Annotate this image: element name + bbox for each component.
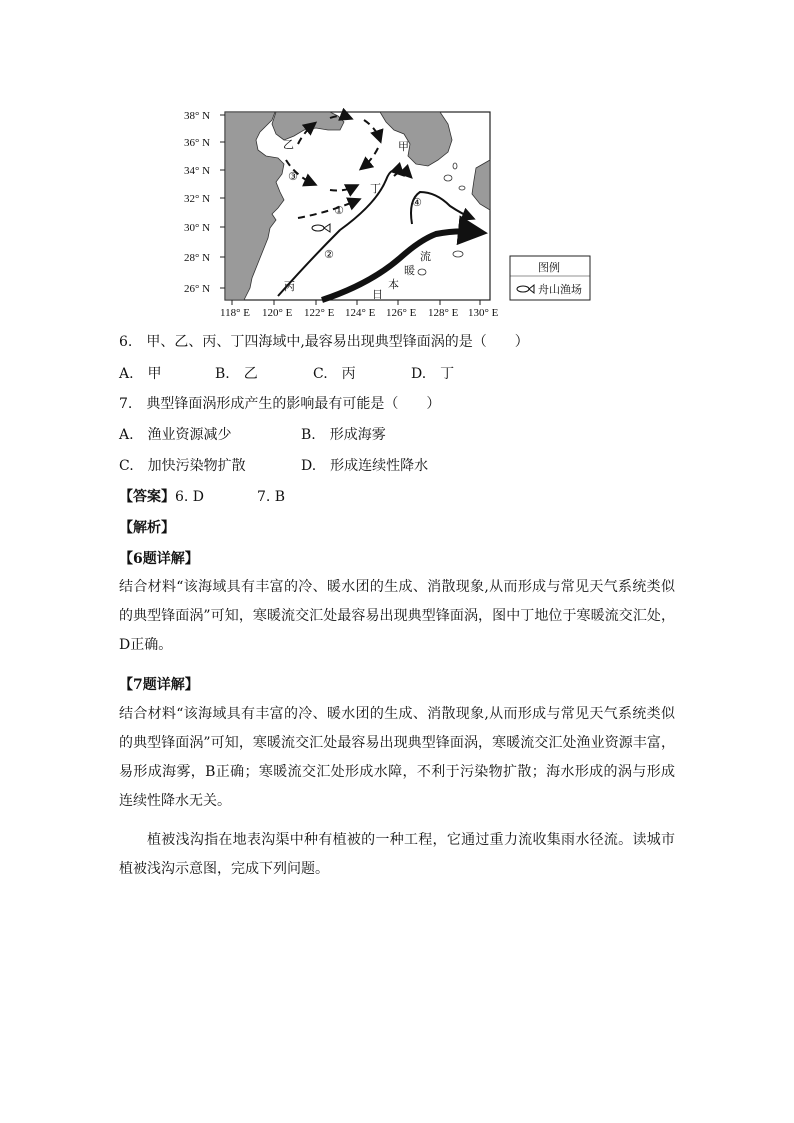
area-label-jia: 甲 (398, 140, 409, 153)
warm-current-char: 日 (372, 288, 383, 301)
detail-7-title: 【7题详解】 (119, 677, 199, 693)
question-7-options-row1 (119, 425, 386, 445)
detail-6-title: 【6题详解】 (119, 551, 199, 567)
q7-option-c: C. 加快污染物扩散 (119, 458, 246, 474)
area-label-bing: 丙 (284, 280, 295, 293)
current-marker-1: ① (334, 204, 344, 217)
current-marker-2: ② (324, 248, 334, 261)
lon-label: 130° E (468, 307, 499, 319)
q6-option-a: A. 甲 (119, 366, 162, 382)
ocean-current-map (180, 100, 600, 322)
next-section-intro: 植被浅沟指在地表沟渠中种有植被的一种工程，它通过重力流收集雨水径流。读城市植被浅沟示意图，完成下列问题。 (119, 832, 675, 877)
q7-option-d: D. 形成连续性降水 (301, 458, 429, 474)
current-marker-3: ③ (288, 170, 298, 183)
lat-label: 36° N (184, 137, 211, 149)
answer-line (119, 487, 285, 507)
answer-q6: 6. D (175, 489, 205, 505)
lat-label: 32° N (184, 193, 211, 205)
island (459, 186, 465, 190)
q6-option-c: C. 丙 (313, 366, 356, 382)
area-label-yi: 乙 (283, 138, 294, 151)
lon-label: 126° E (386, 307, 417, 319)
island (453, 163, 457, 169)
map-svg (180, 100, 600, 322)
warm-current-char: 本 (388, 278, 399, 291)
legend-item-label: 舟山渔场 (538, 283, 582, 296)
lat-label: 30° N (184, 222, 211, 234)
map-legend (510, 256, 590, 300)
lat-label: 26° N (184, 283, 211, 295)
warm-current-char: 暖 (404, 264, 415, 277)
analysis-label: 【解析】 (119, 520, 175, 536)
latitude-axis (184, 110, 225, 295)
lat-label: 28° N (184, 252, 211, 264)
island (418, 269, 426, 275)
island (453, 251, 463, 257)
question-7-stem: 7. 典型锋面涡形成产生的影响最有可能是（ ） (119, 396, 441, 412)
answer-label: 【答案】 (119, 489, 175, 505)
lat-label: 34° N (184, 165, 211, 177)
lon-label: 124° E (345, 307, 376, 319)
question-6-stem: 6. 甲、乙、丙、丁四海域中,最容易出现典型锋面涡的是（ ） (119, 334, 529, 350)
current-marker-4: ④ (412, 196, 422, 209)
question-6-options (119, 364, 454, 384)
legend-title: 图例 (538, 261, 560, 274)
answer-q7: 7. B (257, 489, 286, 505)
detail-7-text: 结合材料“该海域具有丰富的冷、暖水团的生成、消散现象,从而形成与常见天气系统类似的典型锋面涡”可知，寒暖流交汇处最容易出现典型锋面涡，寒暖流交汇处渔业资源丰富，易形成海雾，B正确；寒暖流交汇处形成水障，不利于污染物扩散；海水形成的涡与形成连续性降水无关。 (119, 706, 675, 809)
warm-current-char: 流 (420, 250, 431, 263)
q6-option-d: D. 丁 (411, 366, 455, 382)
lon-label: 118° E (220, 307, 250, 319)
longitude-axis (220, 300, 499, 319)
q7-option-b: B. 形成海雾 (301, 427, 386, 443)
area-label-ding: 丁 (370, 182, 381, 195)
detail-6-text: 结合材料“该海域具有丰富的冷、暖水团的生成、消散现象,从而形成与常见天气系统类似的典型锋面涡”可知，寒暖流交汇处最容易出现典型锋面涡，图中丁地位于寒暖流交汇处，D正确。 (119, 579, 675, 653)
q7-option-a: A. 渔业资源减少 (119, 427, 232, 443)
lat-label: 38° N (184, 110, 211, 122)
lon-label: 122° E (304, 307, 335, 319)
island (444, 175, 452, 181)
lon-label: 128° E (428, 307, 459, 319)
lon-label: 120° E (262, 307, 293, 319)
question-7-options-row2 (119, 456, 428, 476)
q6-option-b: B. 乙 (215, 366, 258, 382)
